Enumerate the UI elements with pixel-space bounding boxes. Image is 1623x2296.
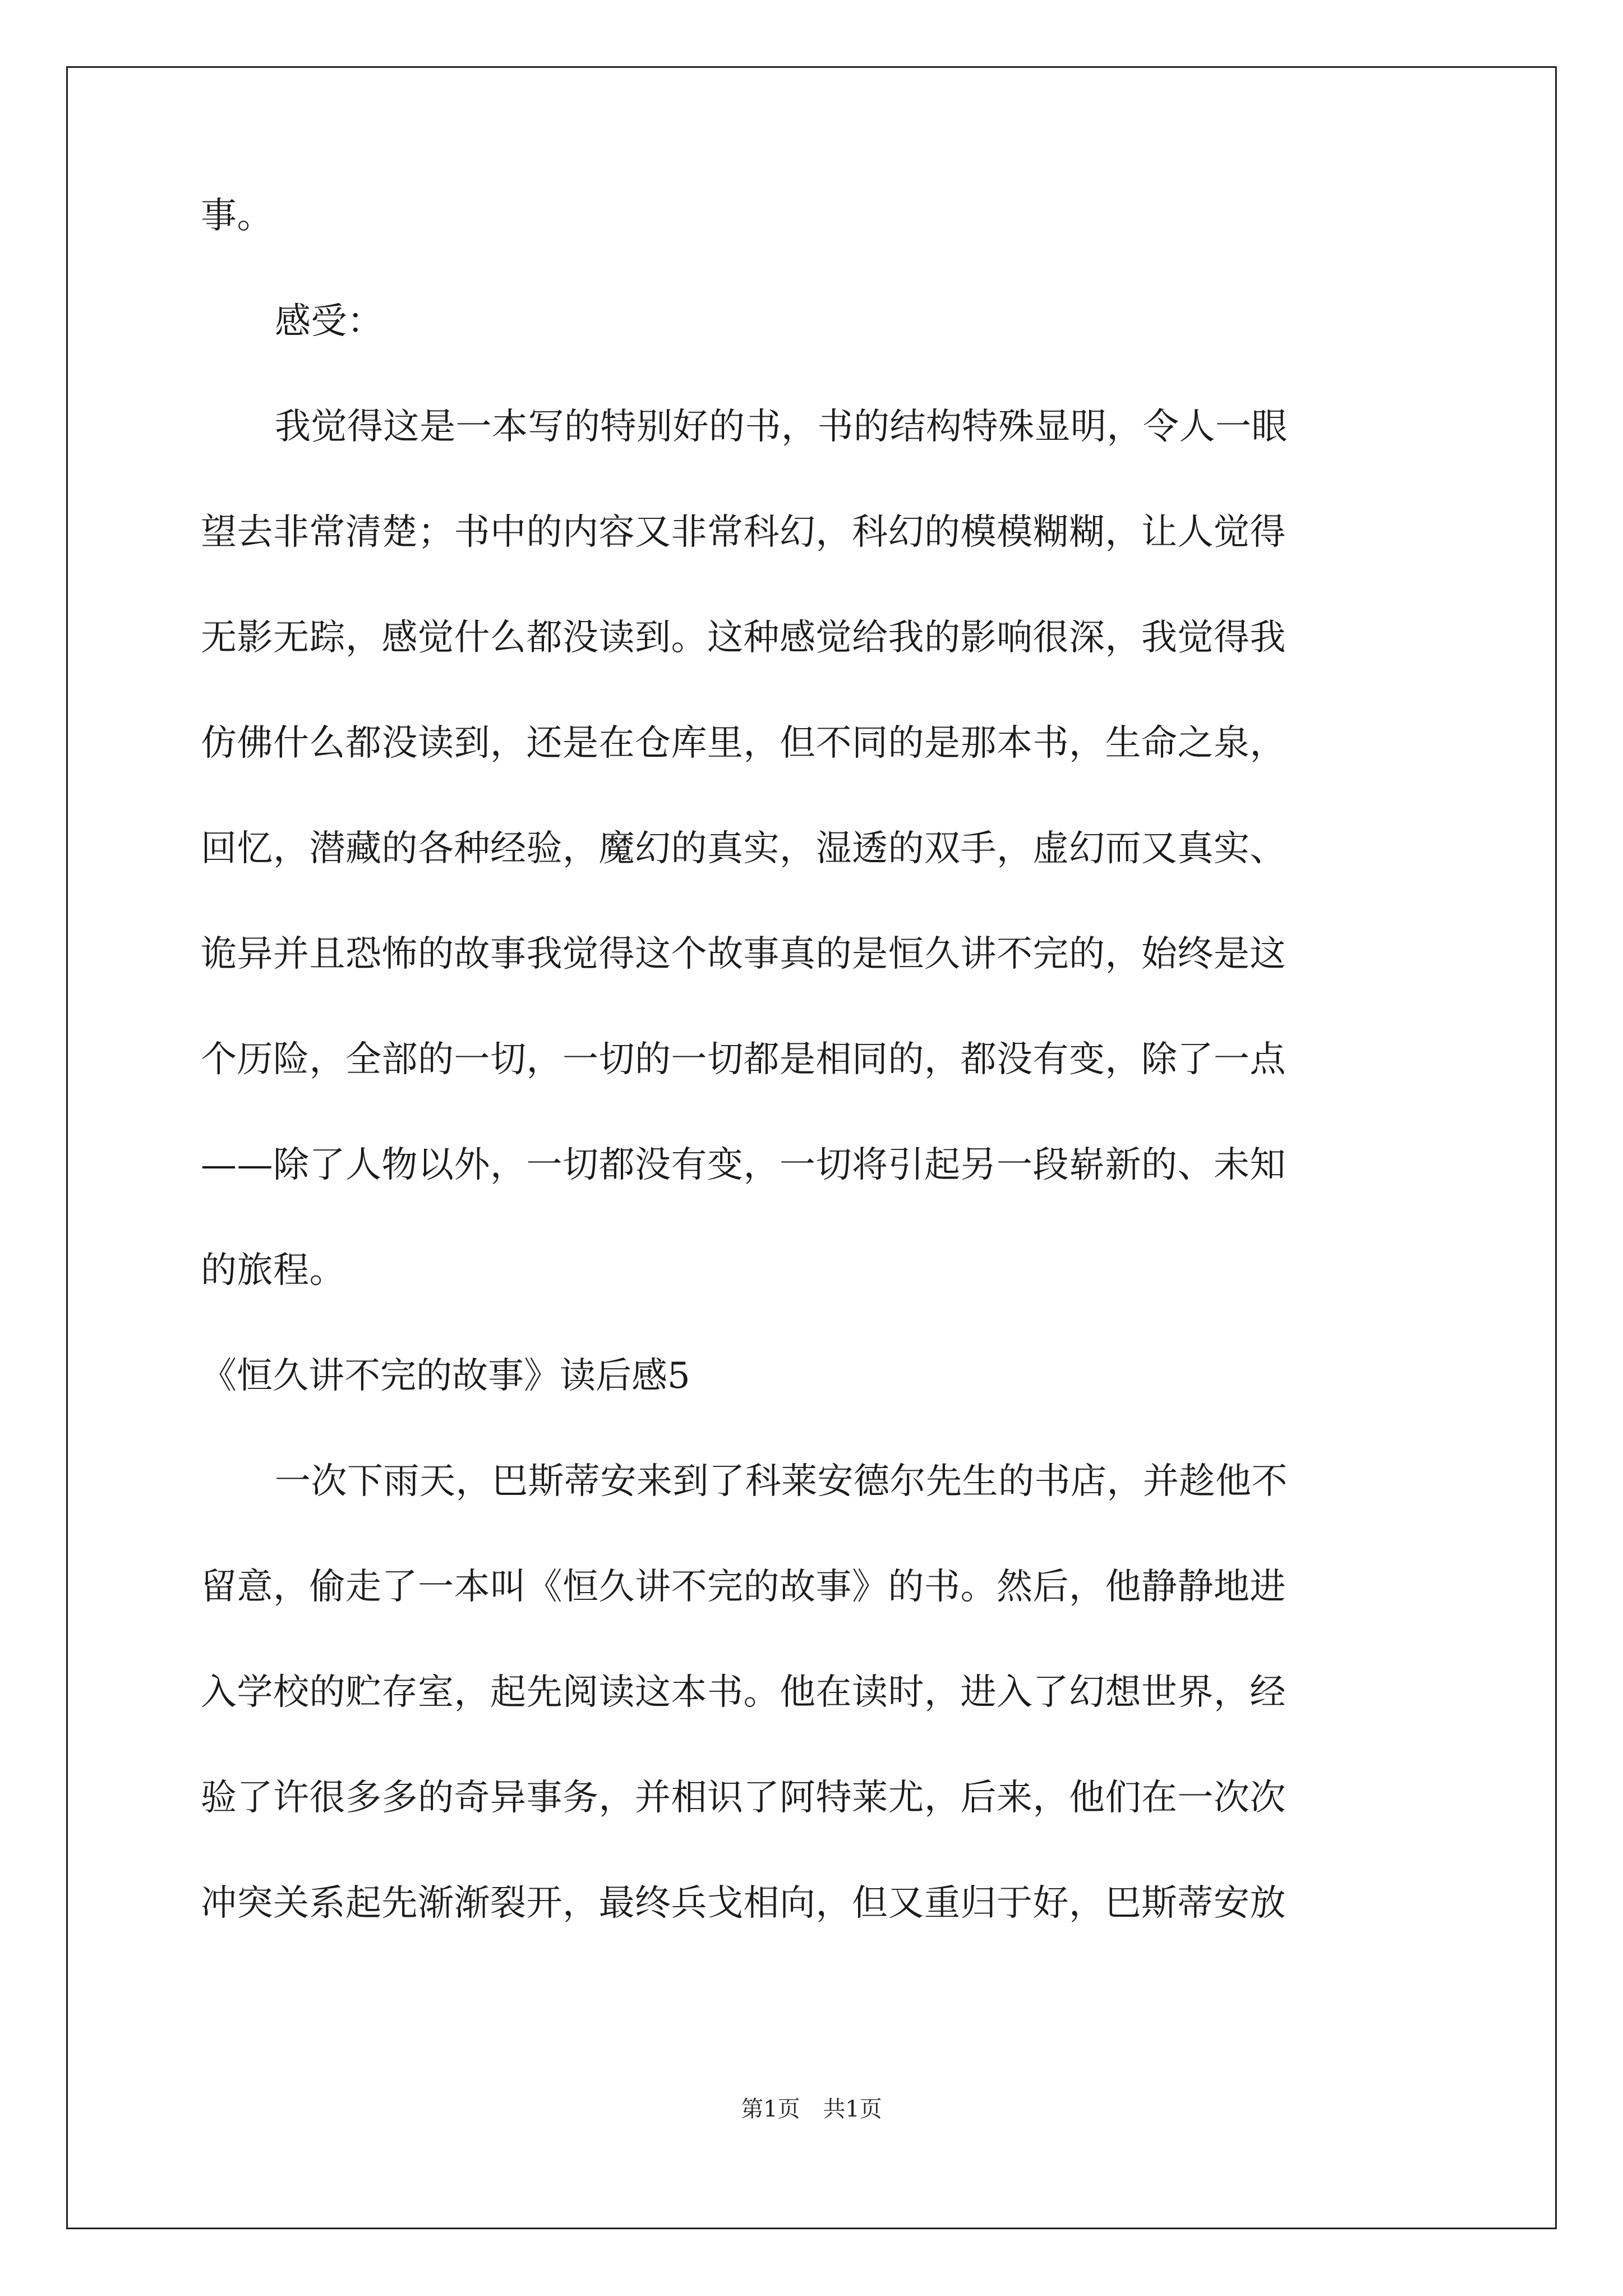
paragraph-line: 诡异并且恐怖的故事我觉得这个故事真的是恒久讲不完的，始终是这 bbox=[201, 933, 1286, 975]
line-gap bbox=[201, 1613, 1429, 1666]
line-gap bbox=[201, 770, 1429, 822]
line-gap bbox=[201, 559, 1429, 611]
paragraph-line: 事。 bbox=[201, 195, 273, 237]
paragraph-line: 的旅程。 bbox=[201, 1250, 345, 1291]
paragraph-line: ——除了人物以外，一切都没有变，一切将引起另一段崭新的、未知 bbox=[201, 1144, 1286, 1186]
paragraph-line: 一次下雨天，巴斯蒂安来到了科莱安德尔先生的书店，并趁他不 bbox=[275, 1461, 1288, 1502]
paragraph-line: 我觉得这是一本写的特别好的书，书的结构特殊显明，令人一眼 bbox=[275, 406, 1288, 448]
paragraph-line: 仿佛什么都没读到，还是在仓库里，但不同的是那本书，生命之泉， bbox=[201, 723, 1286, 764]
line-gap bbox=[201, 664, 1429, 717]
page-number: 第1页 bbox=[741, 2096, 800, 2122]
line-gap bbox=[201, 1508, 1429, 1561]
paragraph-line: 望去非常清楚；书中的内容又非常科幻，科幻的模模糊糊，让人觉得 bbox=[201, 512, 1286, 553]
document-body bbox=[201, 190, 1429, 1930]
line-gap bbox=[201, 1191, 1429, 1244]
paragraph-gap bbox=[201, 1402, 1429, 1455]
page-footer bbox=[0, 2092, 1623, 2126]
line-gap bbox=[201, 1824, 1429, 1877]
paragraph-gap bbox=[201, 242, 1429, 295]
line-gap bbox=[201, 1086, 1429, 1139]
paragraph-line: 回忆，潜藏的各种经验，魔幻的真实，湿透的双手，虚幻而又真实、 bbox=[201, 828, 1286, 869]
line-gap bbox=[201, 875, 1429, 928]
paragraph-line: 验了许很多多的奇异事务，并相识了阿特莱尤，后来，他们在一次次 bbox=[201, 1777, 1286, 1819]
page-total: 共1页 bbox=[823, 2096, 882, 2122]
line-gap bbox=[201, 1297, 1429, 1350]
line-gap bbox=[201, 453, 1429, 506]
line-gap bbox=[201, 981, 1429, 1033]
paragraph-line: 无影无踪，感觉什么都没读到。这种感觉给我的影响很深，我觉得我 bbox=[201, 617, 1286, 659]
paragraph-line: 个历险，全部的一切，一切的一切都是相同的，都没有变，除了一点 bbox=[201, 1039, 1286, 1080]
paragraph-line: 入学校的贮存室，起先阅读这本书。他在读时，进入了幻想世界，经 bbox=[201, 1672, 1286, 1713]
line-gap bbox=[201, 1719, 1429, 1772]
essay-title: 《恒久讲不完的故事》读后感5 bbox=[201, 1355, 690, 1397]
paragraph-gap bbox=[201, 348, 1429, 401]
paragraph-line: 冲突关系起先渐渐裂开，最终兵戈相向，但又重归于好，巴斯蒂安放 bbox=[201, 1883, 1286, 1924]
section-label: 感受： bbox=[275, 301, 384, 342]
paragraph-line: 留意，偷走了一本叫《恒久讲不完的故事》的书。然后，他静静地进 bbox=[201, 1566, 1286, 1608]
